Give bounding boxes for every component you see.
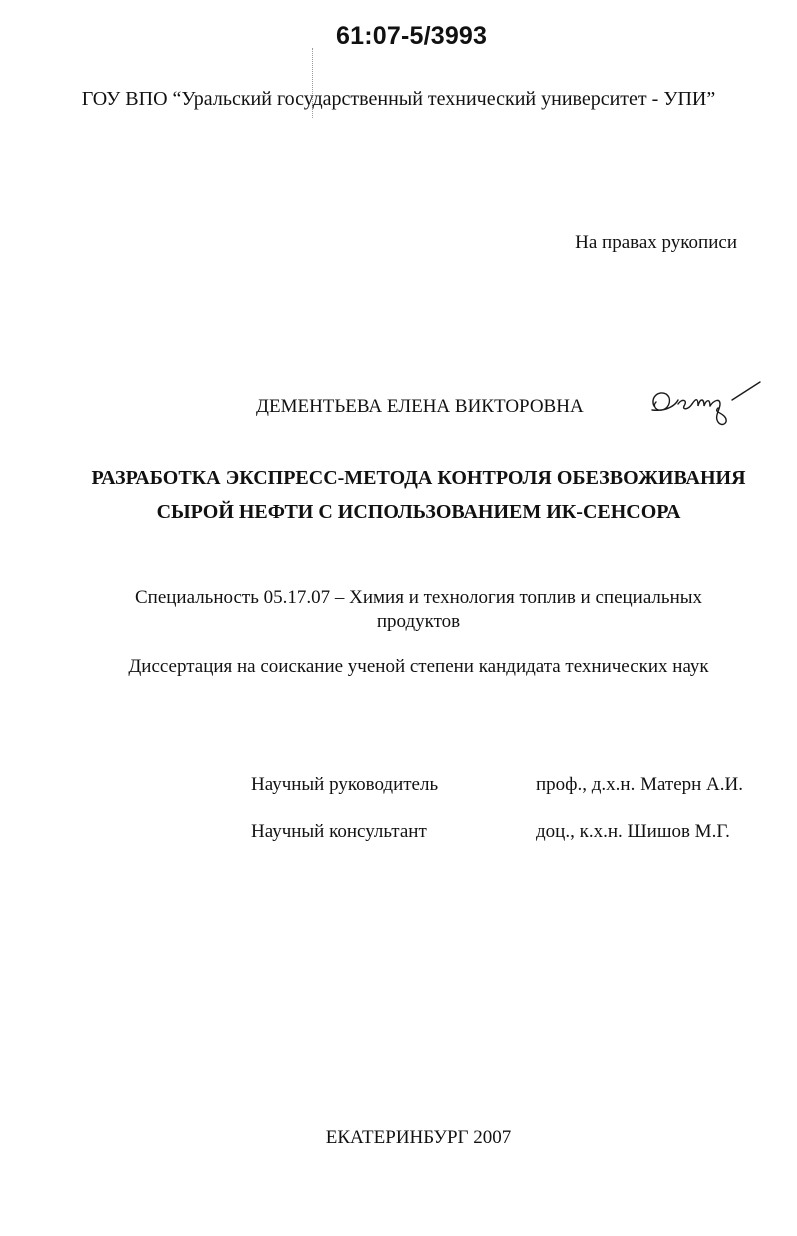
author-signature <box>648 376 764 432</box>
title-line: РАЗРАБОТКА ЭКСПРЕСС-МЕТОДА КОНТРОЛЯ ОБЕЗВОЖИВАНИЯ <box>91 467 746 489</box>
specialty <box>0 586 797 634</box>
dissertation-title <box>0 461 797 529</box>
archive-stamp: 61:07-5/3993 <box>336 22 488 50</box>
consultant-role: Научный консультант <box>251 821 427 842</box>
advisor-person: проф., д.х.н. Матерн А.И. <box>536 774 743 795</box>
institution-name: ГОУ ВПО “Уральский государственный технический университет - УПИ” <box>81 88 716 110</box>
author-name: ДЕМЕНТЬЕВА ЕЛЕНА ВИКТОРОВНА <box>256 396 584 417</box>
title-line: СЫРОЙ НЕФТИ С ИСПОЛЬЗОВАНИЕМ ИК-СЕНСОРА <box>156 501 681 523</box>
specialty-line: продуктов <box>376 611 461 632</box>
degree-statement: Диссертация на соискание ученой степени кандидата технических наук <box>128 656 709 677</box>
consultant-person: доц., к.х.н. Шишов М.Г. <box>536 821 730 842</box>
specialty-line: Специальность 05.17.07 – Химия и технология топлив и специальных <box>134 587 703 608</box>
city-year: ЕКАТЕРИНБУРГ 2007 <box>325 1127 512 1148</box>
manuscript-note: На правах рукописи <box>575 232 737 253</box>
advisor-role: Научный руководитель <box>251 774 439 795</box>
